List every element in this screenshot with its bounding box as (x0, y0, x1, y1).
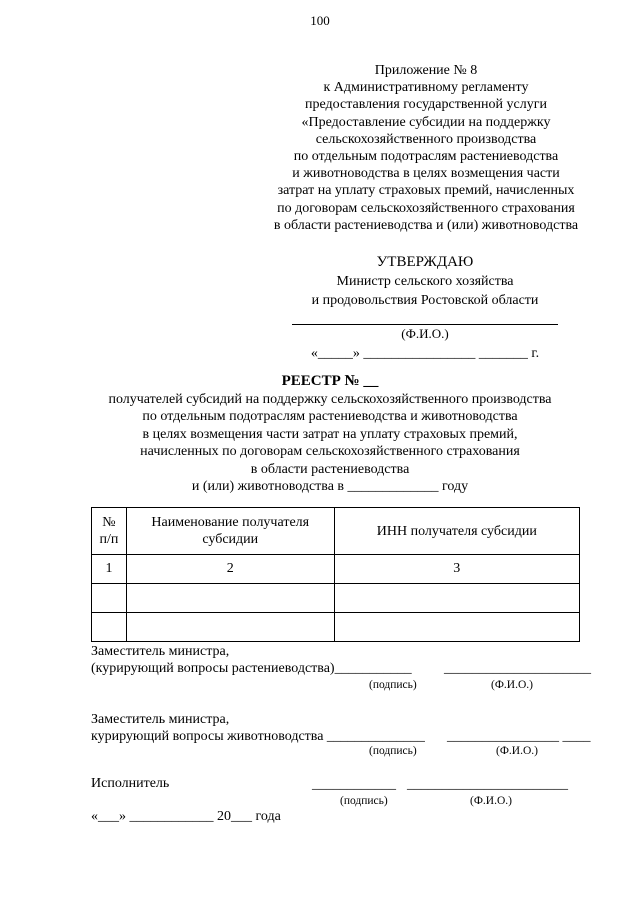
annex-line: предоставления государственной услуги (305, 97, 547, 113)
approval-position: Министр сельского хозяйства (336, 274, 514, 289)
header-number: № п/п (92, 508, 127, 555)
annex-line: и животноводства в целях возмещения части (292, 166, 560, 182)
registry-line: и (или) животноводства в _____________ году (191, 479, 469, 495)
annex-title: Приложение № 8 (374, 63, 478, 78)
executor-sign-line: ____________ (312, 777, 396, 792)
approval-position: и продовольствия Ростовской области (311, 293, 539, 308)
table-cell (126, 613, 334, 642)
table-cell: 3 (334, 555, 579, 584)
annex-header (240, 62, 612, 234)
executor-fio-caption: (Ф.И.О.) (470, 795, 512, 807)
annex-line: затрат на уплату страховых премий, начисленных (277, 183, 575, 199)
annex-line: в области растениеводства и (или) животноводства (273, 217, 579, 233)
registry-table (91, 507, 580, 642)
approval-date: «_____» ________________ _______ г. (310, 346, 540, 361)
header-recipient-name: Наименование получателя субсидии (126, 508, 334, 555)
registry-line: начисленных по договорам сельскохозяйственного страхования (140, 444, 520, 460)
registry-title: РЕЕСТР № __ (281, 373, 379, 389)
table-cell: 1 (92, 555, 127, 584)
deputy2-sign-caption: (подпись) (369, 745, 417, 757)
annex-line: сельскохозяйственного производства (315, 131, 537, 147)
deputy2-title: Заместитель министра, (91, 712, 230, 727)
annex-line: по отдельным подотраслям растениеводства (293, 149, 559, 165)
column-number-row (92, 555, 580, 584)
annex-line: к Административному регламенту (323, 80, 529, 96)
table-row (92, 584, 580, 613)
signature-line (292, 324, 558, 325)
deputy2-fio-line: ________________ ____ (447, 729, 591, 744)
approval-title: УТВЕРЖДАЮ (376, 254, 474, 270)
table-cell: 2 (126, 555, 334, 584)
deputy1-sign-caption: (подпись) (369, 679, 417, 691)
annex-line: по договорам сельскохозяйственного страхования (277, 200, 575, 216)
registry-line: в области растениеводства (250, 461, 410, 477)
registry-line: получателей субсидий на поддержку сельскохозяйственного производства (108, 392, 552, 407)
executor-label: Исполнитель (91, 776, 170, 791)
deputy2-role: курирующий вопросы животноводства ______________ (91, 729, 425, 744)
table-cell (334, 584, 579, 613)
deputy1-fio-line: _____________________ (444, 661, 591, 676)
table-cell (92, 584, 127, 613)
table-row (92, 613, 580, 642)
annex-line: «Предоставление субсидии на поддержку (301, 114, 551, 130)
deputy1-role: (курирующий вопросы растениеводства)___________ (91, 661, 412, 676)
table-cell (334, 613, 579, 642)
executor-fio-line: _______________________ (407, 777, 568, 792)
registry-line: по отдельным подотраслям растениеводства и животноводства (142, 409, 518, 425)
header-inn: ИНН получателя субсидии (334, 508, 579, 555)
registry-heading (60, 371, 600, 495)
table-cell (92, 613, 127, 642)
page-number: 100 (310, 13, 330, 28)
deputy1-title: Заместитель министра, (91, 644, 230, 659)
deputy2-fio-caption: (Ф.И.О.) (496, 745, 538, 757)
deputy1-fio-caption: (Ф.И.О.) (491, 679, 533, 691)
registry-line: в целях возмещения части затрат на уплату страховых премий, (142, 426, 518, 442)
executor-sign-caption: (подпись) (340, 795, 388, 807)
document-date: «___» ____________ 20___ года (91, 809, 281, 824)
fio-caption: (Ф.И.О.) (401, 326, 449, 341)
table-header-row (92, 508, 580, 555)
table-cell (126, 584, 334, 613)
approval-block (286, 252, 564, 363)
